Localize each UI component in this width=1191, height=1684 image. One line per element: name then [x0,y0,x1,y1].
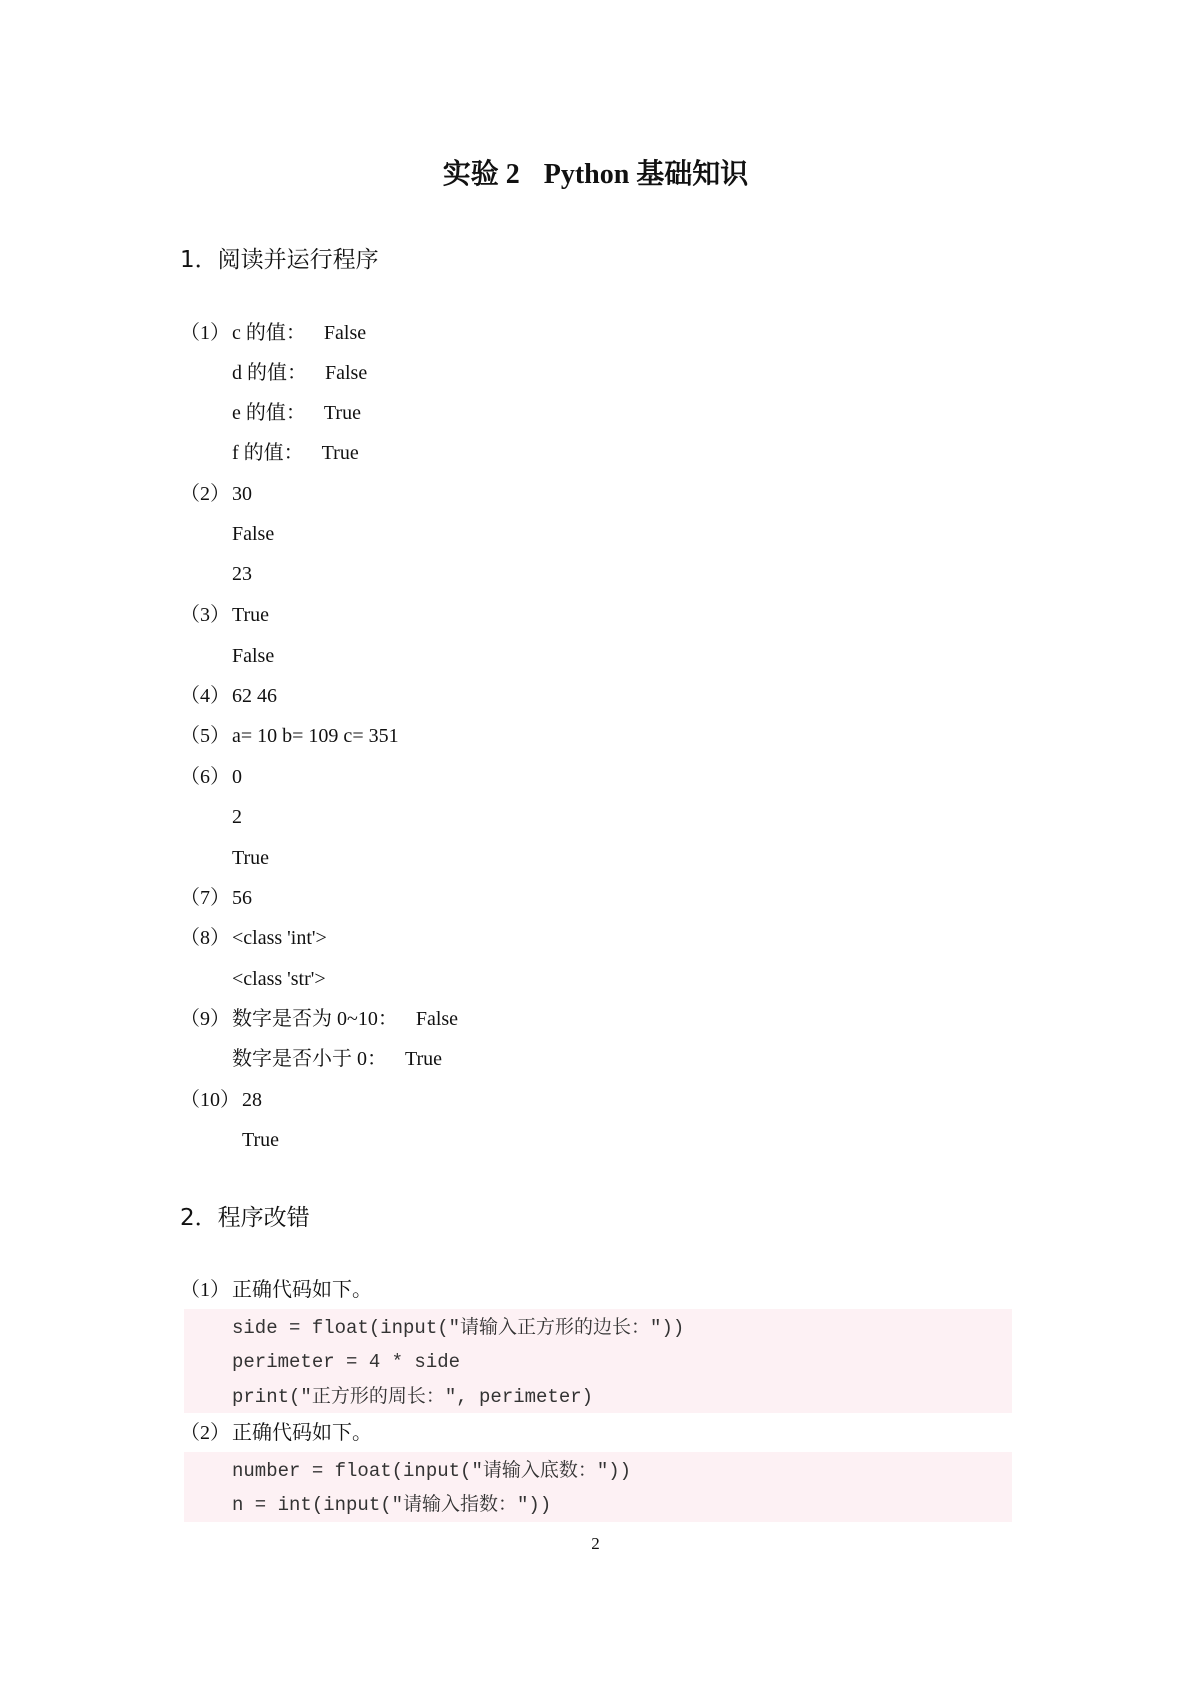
q1-number: （1） [180,322,230,344]
q1-e-line [232,400,361,426]
q7-line-1: 56 [232,887,252,909]
q9-line-2-value: True [405,1048,443,1070]
q1-c-label: c 的值： [232,322,306,344]
q8-number: （8） [180,927,230,949]
q2-number: （2） [180,483,230,505]
page-title [0,158,1191,192]
s2-q2-intro: 正确代码如下。 [232,1422,372,1444]
section-1-heading: 1．阅读并运行程序 [180,247,379,273]
code-1-line-2: perimeter = 4 * side [232,1351,461,1373]
q1-d-line [232,360,367,386]
q5-number: （5） [180,725,230,747]
q9-number: （9） [180,1008,230,1030]
section-2-heading: 2．程序改错 [180,1205,310,1231]
q8-line-1: <class 'int'> [232,927,327,949]
q7-number: （7） [180,887,230,909]
q2-line-2: False [232,523,275,545]
q8-line-2: <class 'str'> [232,968,326,990]
q9-line-1-label: 数字是否为 0~10： [232,1008,398,1030]
q1-f-label: f 的值： [232,442,304,464]
s2-q2-number: （2） [180,1422,230,1444]
code-2-line-1: number = float(input("请输入底数：")) [232,1460,632,1482]
q1-d-value: False [325,362,368,384]
q4-line-1: 62 46 [232,685,277,707]
q6-line-3: True [232,847,270,869]
q2-line-3: 23 [232,563,252,585]
q6-number: （6） [180,766,230,788]
code-2-line-2: n = int(input("请输入指数：")) [232,1494,552,1516]
q5-line-1: a= 10 b= 109 c= 351 [232,725,399,747]
q1-c-value: False [323,322,367,344]
q2-line-1: 30 [232,483,252,505]
q9-line-1-value: False [415,1008,459,1030]
q1-d-label: d 的值： [232,362,307,384]
page-number: 2 [591,1534,600,1553]
q1-e-label: e 的值： [232,402,306,424]
code-1-line-1: side = float(input("请输入正方形的边长：")) [232,1317,685,1339]
q4-number: （4） [180,685,230,707]
title-sub: Python 基础知识 [543,159,749,190]
code-1-line-3: print("正方形的周长：", perimeter) [232,1386,594,1408]
q6-line-1: 0 [232,766,242,788]
q10-line-2: True [242,1129,280,1151]
s2-q1-intro: 正确代码如下。 [232,1279,372,1301]
q3-line-2: False [232,645,275,667]
q1-f-value: True [321,442,359,464]
q1-e-value: True [323,402,361,424]
q3-number: （3） [180,604,230,626]
q9-line-2-label: 数字是否小于 0： [232,1048,387,1070]
q6-line-2: 2 [232,806,242,828]
q9-line-1 [232,1006,458,1032]
title-main: 实验 2 [442,159,520,190]
q3-line-1: True [232,604,270,626]
q10-line-1: 28 [242,1089,262,1111]
q1-c-line [232,320,366,346]
s2-q1-number: （1） [180,1279,230,1301]
q1-f-line [232,440,359,466]
q10-number: （10） [180,1089,240,1111]
q9-line-2 [232,1046,442,1072]
